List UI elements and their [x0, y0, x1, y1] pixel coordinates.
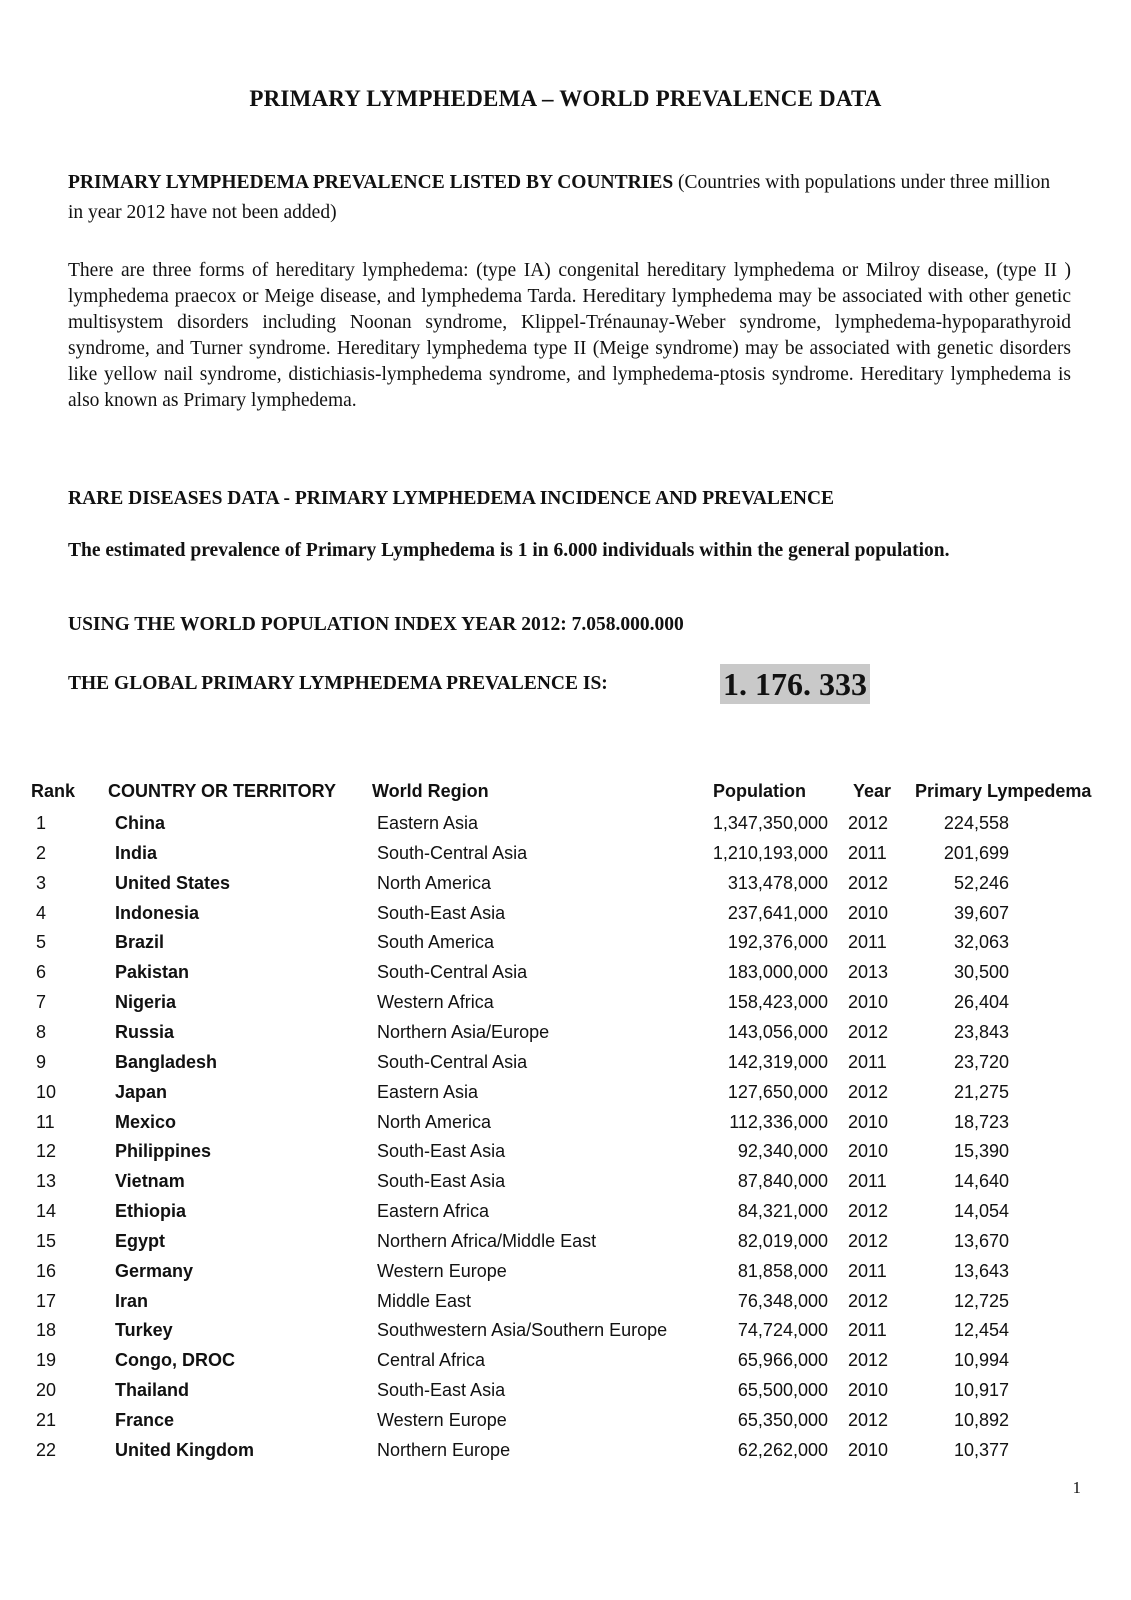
prevalence-estimate: The estimated prevalence of Primary Lymphedema is 1 in 6.000 individuals within the general population.: [68, 540, 950, 561]
cell-year: 2010: [848, 1111, 889, 1132]
cell-rank: 17: [36, 1290, 57, 1311]
cell-prevalence: 14,054: [953, 1201, 1009, 1222]
table-row: [0, 962, 1131, 992]
cell-country: United Kingdom: [115, 1439, 254, 1460]
cell-region: South-East Asia: [377, 1380, 506, 1401]
table-row: [0, 1231, 1131, 1261]
table-row: [0, 1171, 1131, 1201]
cell-country: France: [115, 1410, 175, 1430]
cell-prevalence: 23,843: [953, 1021, 1009, 1042]
cell-prevalence: 12,454: [953, 1320, 1009, 1341]
cell-year: 2011: [848, 842, 887, 863]
cell-country: China: [115, 813, 166, 833]
cell-region: South-East Asia: [377, 1141, 506, 1162]
cell-year: 2012: [848, 1021, 889, 1042]
cell-region: Western Europe: [377, 1410, 507, 1430]
cell-country: Nigeria: [115, 992, 177, 1013]
table-row: [0, 1350, 1131, 1380]
header-country: COUNTRY OR TERRITORY: [108, 781, 337, 801]
cell-country: India: [115, 842, 158, 863]
cell-year: 2010: [848, 902, 889, 923]
cell-population: 183,000,000: [727, 962, 828, 983]
sub-heading-note: (Countries with populations under three million in year 2012 have not been added): [68, 172, 1051, 223]
cell-year: 2011: [848, 1051, 887, 1072]
cell-year: 2012: [848, 1081, 889, 1102]
cell-region: South-Central Asia: [377, 962, 528, 983]
cell-year: 2013: [848, 962, 889, 983]
cell-year: 2011: [848, 1171, 887, 1192]
cell-prevalence: 18,723: [953, 1111, 1009, 1132]
cell-region: North America: [377, 872, 492, 893]
cell-region: South-Central Asia: [377, 842, 528, 863]
cell-year: 2010: [848, 1141, 889, 1162]
cell-country: Germany: [115, 1260, 194, 1281]
cell-region: Southwestern Asia/Southern Europe: [377, 1320, 668, 1341]
cell-prevalence: 201,699: [943, 842, 1009, 863]
cell-year: 2011: [848, 932, 887, 953]
cell-region: Middle East: [377, 1290, 472, 1311]
table-row: [0, 932, 1131, 962]
cell-prevalence: 10,377: [953, 1439, 1009, 1460]
cell-year: 2012: [848, 813, 889, 833]
header-rank: Rank: [31, 781, 76, 801]
cell-prevalence: 224,558: [943, 813, 1009, 833]
cell-prevalence: 13,643: [953, 1260, 1009, 1281]
cell-region: Eastern Asia: [377, 1081, 479, 1102]
table-row: [0, 843, 1131, 873]
cell-country: Ethiopia: [115, 1201, 186, 1222]
cell-region: Northern Africa/Middle East: [377, 1230, 597, 1251]
cell-prevalence: 10,994: [953, 1350, 1009, 1371]
cell-region: Eastern Africa: [377, 1201, 490, 1222]
table-row: [0, 1440, 1131, 1470]
cell-rank: 13: [36, 1171, 57, 1192]
sub-heading: [68, 168, 1058, 228]
table-row: [0, 1022, 1131, 1052]
cell-rank: 3: [36, 872, 47, 893]
cell-country: Bangladesh: [115, 1051, 218, 1072]
cell-rank: 21: [36, 1410, 57, 1430]
cell-population: 82,019,000: [737, 1230, 828, 1251]
cell-year: 2012: [848, 1290, 889, 1311]
cell-year: 2012: [848, 1350, 889, 1371]
cell-population: 1,347,350,000: [712, 813, 828, 833]
cell-population: 158,423,000: [727, 992, 828, 1013]
cell-prevalence: 32,063: [953, 932, 1009, 953]
cell-rank: 20: [36, 1380, 57, 1401]
cell-country: Brazil: [115, 932, 165, 953]
header-region: World Region: [372, 781, 489, 801]
cell-country: Indonesia: [115, 902, 200, 923]
cell-rank: 14: [36, 1201, 57, 1222]
cell-rank: 5: [36, 932, 47, 953]
cell-rank: 12: [36, 1141, 57, 1162]
cell-population: 65,966,000: [737, 1350, 828, 1371]
cell-country: Russia: [115, 1021, 175, 1042]
header-prevalence: Primary Lympedema: [915, 781, 1092, 801]
cell-population: 65,500,000: [737, 1380, 828, 1401]
cell-region: Western Africa: [377, 992, 494, 1013]
cell-rank: 10: [36, 1081, 57, 1102]
cell-country: Mexico: [115, 1111, 177, 1132]
cell-population: 313,478,000: [727, 872, 828, 893]
cell-prevalence: 39,607: [953, 902, 1009, 923]
cell-population: 192,376,000: [727, 932, 828, 953]
cell-population: 143,056,000: [727, 1021, 828, 1042]
cell-population: 112,336,000: [729, 1111, 828, 1132]
table-row: [0, 992, 1131, 1022]
cell-prevalence: 15,390: [953, 1141, 1009, 1162]
cell-prevalence: 13,670: [953, 1230, 1009, 1251]
cell-rank: 1: [36, 813, 47, 833]
table-row: [0, 1112, 1131, 1142]
cell-rank: 9: [36, 1051, 47, 1072]
table-row: [0, 1201, 1131, 1231]
cell-region: South America: [377, 932, 495, 953]
cell-country: United States: [115, 872, 231, 893]
population-index: USING THE WORLD POPULATION INDEX YEAR 2012: 7.058.000.000: [68, 614, 684, 635]
cell-year: 2012: [848, 1410, 889, 1430]
cell-rank: 7: [36, 992, 47, 1013]
table-row: [0, 1261, 1131, 1291]
cell-country: Thailand: [115, 1380, 190, 1401]
cell-rank: 8: [36, 1021, 47, 1042]
cell-prevalence: 52,246: [953, 872, 1009, 893]
cell-rank: 2: [36, 842, 47, 863]
cell-year: 2010: [848, 1439, 889, 1460]
cell-country: Philippines: [115, 1141, 212, 1162]
page-number: 1: [1072, 1478, 1081, 1497]
cell-rank: 16: [36, 1260, 57, 1281]
cell-rank: 4: [36, 902, 47, 923]
table-row: [0, 1320, 1131, 1350]
cell-population: 81,858,000: [737, 1260, 828, 1281]
table-row: [0, 903, 1131, 933]
cell-country: Vietnam: [115, 1171, 185, 1192]
cell-country: Iran: [115, 1290, 149, 1311]
cell-country: Egypt: [115, 1230, 166, 1251]
global-prevalence-value: 1. 176. 333: [720, 664, 870, 704]
cell-population: 84,321,000: [737, 1201, 828, 1222]
rare-diseases-heading: RARE DISEASES DATA - PRIMARY LYMPHEDEMA INCIDENCE AND PREVALENCE: [68, 488, 835, 509]
cell-prevalence: 10,892: [953, 1410, 1009, 1430]
cell-region: Western Europe: [377, 1260, 507, 1281]
global-prevalence-label: THE GLOBAL PRIMARY LYMPHEDEMA PREVALENCE IS:: [68, 673, 608, 694]
cell-population: 92,340,000: [737, 1141, 828, 1162]
cell-year: 2012: [848, 1201, 889, 1222]
cell-region: Eastern Asia: [377, 813, 479, 833]
table-row: [0, 1410, 1131, 1440]
cell-population: 142,319,000: [727, 1051, 828, 1072]
cell-year: 2011: [848, 1260, 887, 1281]
cell-region: South-East Asia: [377, 1171, 506, 1192]
intro-paragraph: There are three forms of hereditary lymphedema: (type IA) congenital hereditary lymphedema or Milroy disease, (type II ) lymphedema praecox or Meige disease, and lymphedema Tarda. Hereditary lymphedema may be associated with other genetic multisystem disorders including Noonan syndrome, Klippel-Trénaunay-Weber syndrome, lymphedema-hypoparathyroid syndrome, and Turner syndrome. Hereditary lymphedema type II (Meige syndrome) may be associated with genetic disorders like yellow nail syndrome, distichiasis-lymphedema syndrome, and lymphedema-ptosis syndrome. Hereditary lymphedema is also known as Primary lymphedema.: [68, 260, 1071, 411]
cell-rank: 11: [36, 1111, 55, 1132]
table-row: [0, 873, 1131, 903]
header-population: Population: [713, 781, 806, 801]
cell-prevalence: 12,725: [953, 1290, 1009, 1311]
cell-population: 127,650,000: [727, 1081, 828, 1102]
cell-year: 2010: [848, 1380, 889, 1401]
table-row: [0, 1380, 1131, 1410]
cell-region: North America: [377, 1111, 492, 1132]
cell-prevalence: 14,640: [953, 1171, 1009, 1192]
cell-population: 87,840,000: [737, 1171, 828, 1192]
cell-rank: 19: [36, 1350, 57, 1371]
cell-population: 74,724,000: [737, 1320, 828, 1341]
cell-country: Turkey: [115, 1320, 173, 1341]
sub-heading-bold: PRIMARY LYMPHEDEMA PREVALENCE LISTED BY COUNTRIES: [68, 172, 674, 193]
cell-population: 237,641,000: [727, 902, 828, 923]
cell-country: Congo, DROC: [115, 1350, 235, 1371]
cell-region: Northern Asia/Europe: [377, 1021, 550, 1042]
cell-region: Central Africa: [377, 1350, 486, 1371]
cell-prevalence: 10,917: [953, 1380, 1009, 1401]
cell-region: South-Central Asia: [377, 1051, 528, 1072]
cell-country: Japan: [115, 1081, 168, 1102]
cell-population: 62,262,000: [737, 1439, 828, 1460]
cell-prevalence: 23,720: [953, 1051, 1009, 1072]
cell-prevalence: 30,500: [953, 962, 1009, 983]
cell-prevalence: 21,275: [953, 1081, 1009, 1102]
cell-country: Pakistan: [115, 962, 190, 983]
cell-year: 2010: [848, 992, 889, 1013]
cell-population: 76,348,000: [737, 1290, 828, 1311]
table-row: [0, 1052, 1131, 1082]
cell-population: 1,210,193,000: [712, 842, 828, 863]
page-title: PRIMARY LYMPHEDEMA – WORLD PREVALENCE DATA: [249, 86, 882, 111]
header-year: Year: [853, 781, 892, 801]
cell-year: 2012: [848, 1230, 889, 1251]
table-row: [0, 813, 1131, 843]
cell-population: 65,350,000: [737, 1410, 828, 1430]
cell-year: 2011: [848, 1320, 887, 1341]
table-row: [0, 1141, 1131, 1171]
table-row: [0, 1082, 1131, 1112]
cell-rank: 22: [36, 1439, 57, 1460]
table-row: [0, 1291, 1131, 1321]
cell-rank: 6: [36, 962, 47, 983]
cell-region: South-East Asia: [377, 902, 506, 923]
cell-rank: 18: [36, 1320, 57, 1341]
cell-region: Northern Europe: [377, 1439, 511, 1460]
cell-rank: 15: [36, 1230, 57, 1251]
cell-prevalence: 26,404: [953, 992, 1009, 1013]
cell-year: 2012: [848, 872, 889, 893]
